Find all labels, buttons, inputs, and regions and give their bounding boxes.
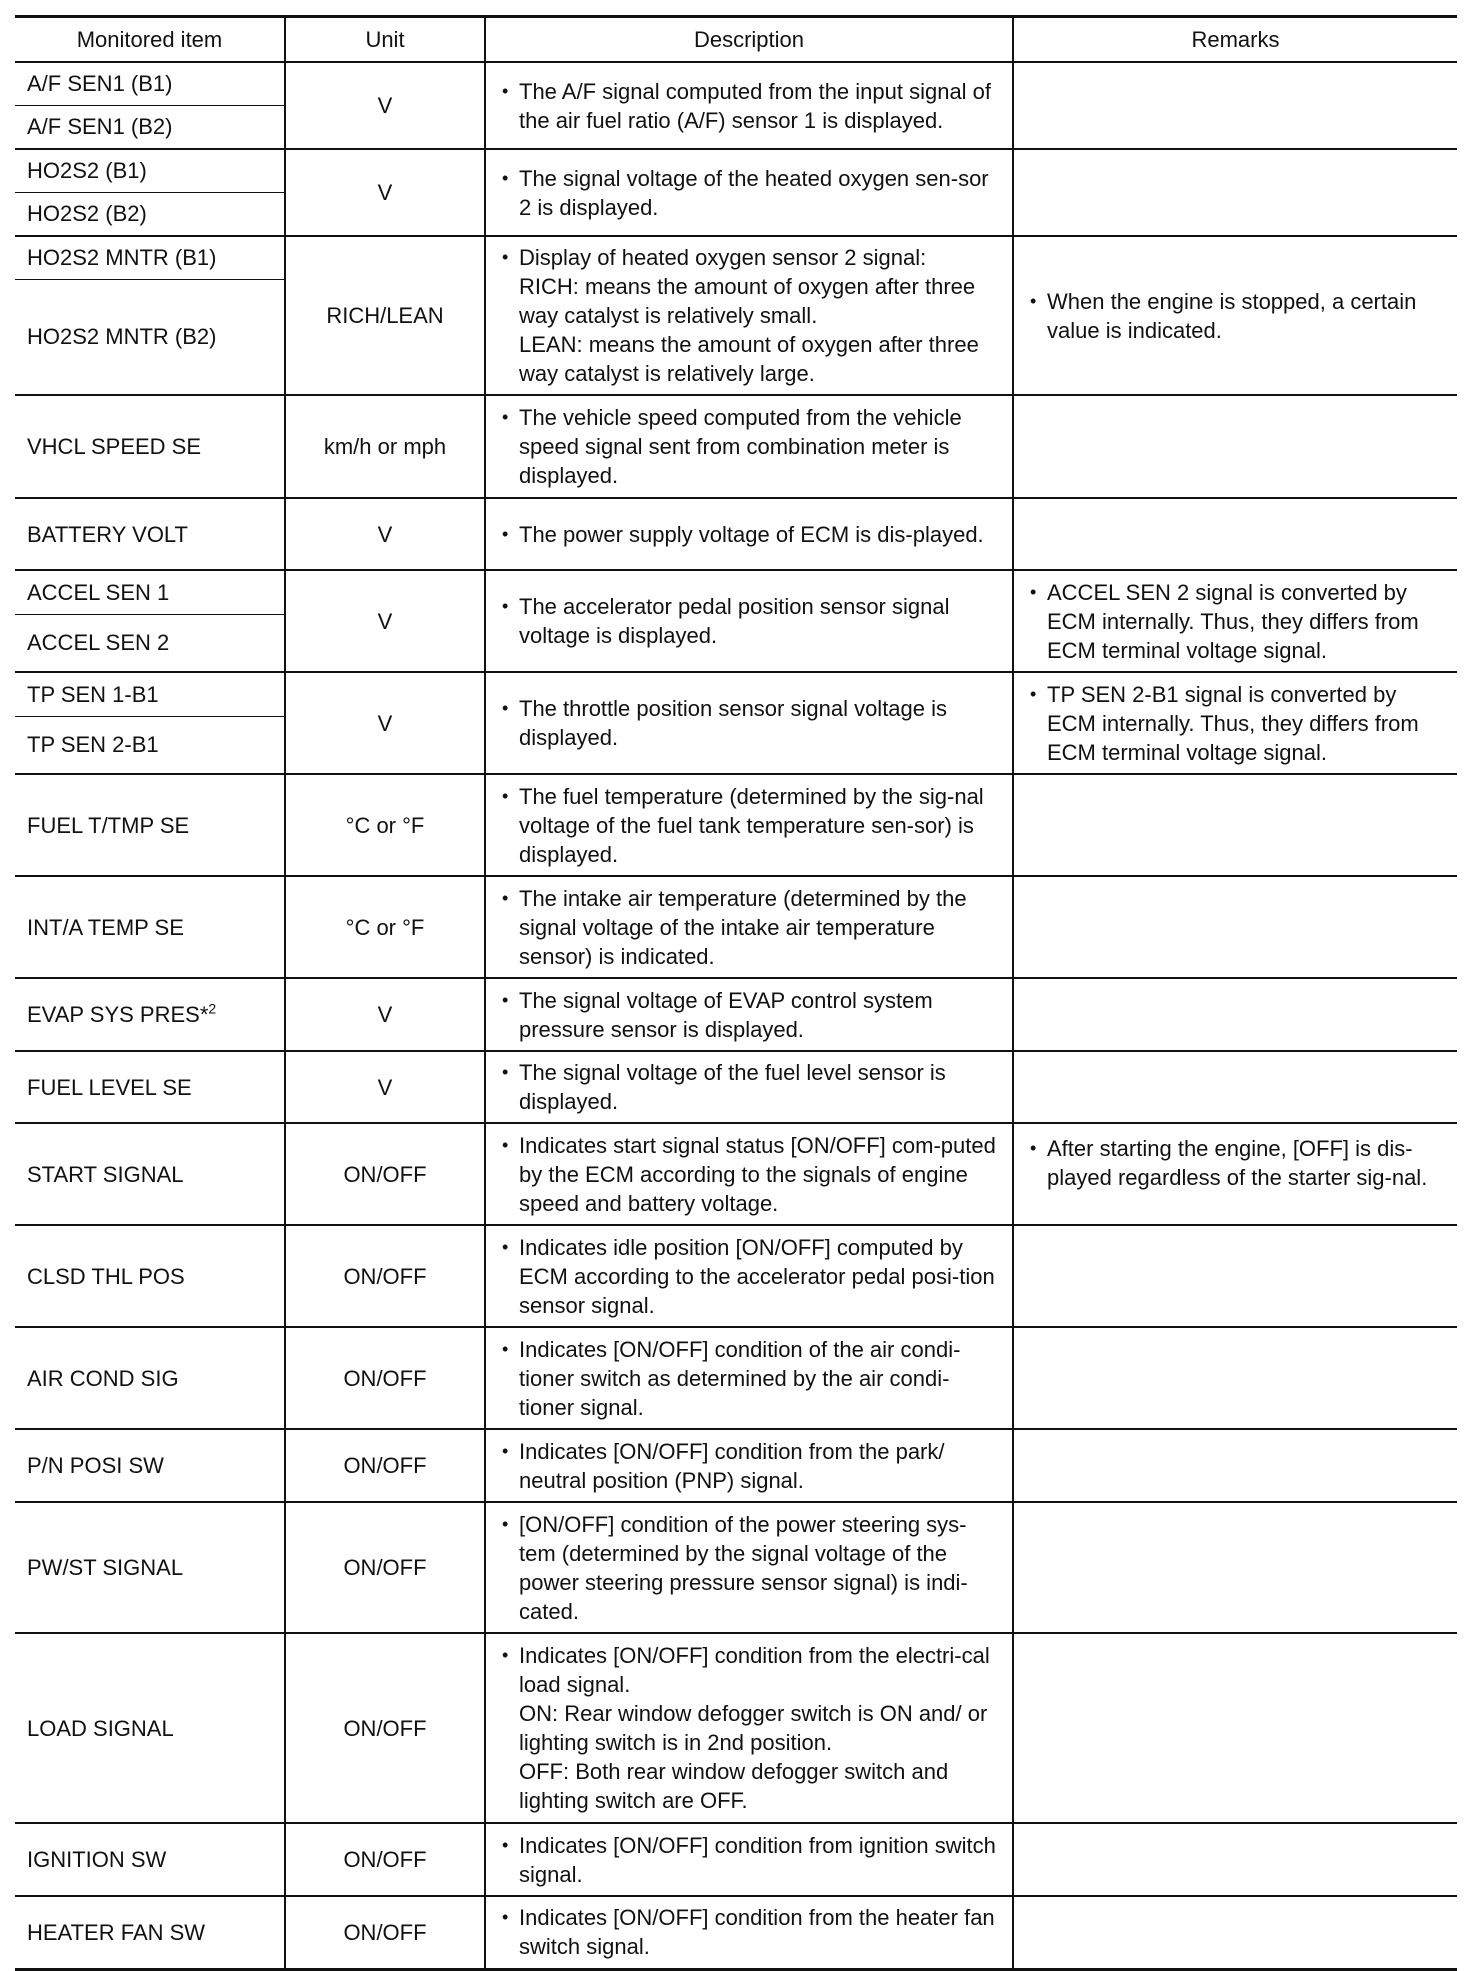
item-cell: AIR COND SIG — [15, 1327, 285, 1429]
table-row — [15, 570, 1457, 614]
monitored-items-table — [15, 15, 1457, 1971]
remarks-cell — [1013, 1327, 1457, 1429]
header-unit: Unit — [285, 17, 485, 63]
table-row — [15, 1051, 1457, 1123]
description-text: The signal voltage of the fuel level sensor is displayed. — [519, 1060, 946, 1114]
remarks-text: TP SEN 2-B1 signal is converted by ECM internally. Thus, they differs from ECM terminal voltage signal. — [1047, 681, 1419, 765]
bullet: • — [502, 407, 509, 427]
bullet: • — [502, 596, 509, 616]
remarks-text: When the engine is stopped, a certain value is indicated. — [1047, 288, 1417, 343]
description-text: The vehicle speed computed from the vehicle speed signal sent from combination meter is displayed. — [519, 405, 962, 488]
remarks-cell — [1013, 1051, 1457, 1123]
remarks-cell — [1013, 498, 1457, 570]
bullet: • — [502, 1338, 509, 1359]
unit-cell: ON/OFF — [285, 1502, 485, 1633]
remarks-text: After starting the engine, [OFF] is dis-played regardless of the starter sig-nal. — [1047, 1136, 1428, 1190]
remarks-cell — [1013, 62, 1457, 149]
table-row — [15, 149, 1457, 192]
item-cell: ACCEL SEN 1 — [15, 570, 285, 614]
remarks-cell — [1013, 1225, 1457, 1327]
description-text: Indicates [ON/OFF] condition from the electri-cal load signal. ON: Rear window defogger switch is ON and/ or lighting switch is in 2nd position. OFF: Both rear window defogger switch and lighting switch are OFF. — [519, 1643, 990, 1813]
table-row — [15, 62, 1457, 105]
item-cell: ACCEL SEN 2 — [15, 614, 285, 672]
unit-cell: ON/OFF — [285, 1823, 485, 1896]
bullet: • — [1030, 1138, 1037, 1158]
bullet: • — [502, 989, 509, 1010]
unit-cell: °C or °F — [285, 876, 485, 978]
description-text: Indicates [ON/OFF] condition of the air condi-tioner switch as determined by the air condi-tioner signal. — [519, 1336, 961, 1420]
remarks-cell — [1013, 1429, 1457, 1502]
description-text: Indicates [ON/OFF] condition from the heater fan switch signal. — [519, 1905, 995, 1960]
description-cell — [485, 62, 1013, 149]
item-cell: HO2S2 (B1) — [15, 149, 285, 192]
item-cell: LOAD SIGNAL — [15, 1633, 285, 1823]
remarks-cell — [1013, 978, 1457, 1051]
table-row — [15, 1633, 1457, 1823]
bullet: • — [502, 247, 509, 267]
table-row — [15, 1225, 1457, 1327]
description-cell — [485, 1429, 1013, 1502]
item-text: EVAP SYS PRES* — [27, 1002, 209, 1027]
description-cell — [485, 1633, 1013, 1823]
bullet: • — [502, 1834, 509, 1855]
table-row — [15, 395, 1457, 498]
description-text: The accelerator pedal position sensor signal voltage is displayed. — [519, 594, 950, 648]
item-cell: IGNITION SW — [15, 1823, 285, 1896]
item-cell: TP SEN 2-B1 — [15, 716, 285, 774]
item-cell: HO2S2 MNTR (B2) — [15, 279, 285, 395]
description-cell — [485, 570, 1013, 672]
table-row — [15, 774, 1457, 876]
table-row — [15, 672, 1457, 716]
bullet: • — [502, 1236, 509, 1257]
remarks-cell — [1013, 1896, 1457, 1969]
bullet: • — [502, 80, 509, 101]
unit-cell: °C or °F — [285, 774, 485, 876]
table-row — [15, 1823, 1457, 1896]
description-cell — [485, 1896, 1013, 1969]
unit-cell: ON/OFF — [285, 1429, 485, 1502]
bullet: • — [502, 1440, 509, 1461]
unit-cell: V — [285, 62, 485, 149]
description-text: The throttle position sensor signal voltage is displayed. — [519, 696, 948, 750]
item-cell: START SIGNAL — [15, 1123, 285, 1225]
description-text: Indicates idle position [ON/OFF] computed by ECM according to the accelerator pedal posi-tion sensor signal. — [519, 1234, 995, 1318]
description-text: The signal voltage of the heated oxygen sen-sor 2 is displayed. — [519, 165, 989, 220]
item-cell — [15, 978, 285, 1051]
unit-cell: V — [285, 570, 485, 672]
description-cell — [485, 149, 1013, 236]
bullet: • — [502, 167, 509, 188]
table-row — [15, 876, 1457, 978]
item-cell: INT/A TEMP SE — [15, 876, 285, 978]
description-text: Indicates start signal status [ON/OFF] com-puted by the ECM according to the signals of engine speed and battery voltage. — [519, 1132, 996, 1216]
header-description: Description — [485, 17, 1013, 63]
item-cell: FUEL T/TMP SE — [15, 774, 285, 876]
unit-cell: V — [285, 498, 485, 570]
header-monitored-item: Monitored item — [15, 17, 285, 63]
remarks-cell — [1013, 395, 1457, 498]
description-text: The intake air temperature (determined by the signal voltage of the intake air temperature sensor) is indicated. — [519, 885, 967, 969]
table-row — [15, 1123, 1457, 1225]
description-text: The power supply voltage of ECM is dis-played. — [519, 521, 984, 547]
remarks-text: ACCEL SEN 2 signal is converted by ECM internally. Thus, they differs from ECM terminal voltage signal. — [1047, 579, 1419, 663]
bullet: • — [1030, 683, 1037, 704]
item-cell: TP SEN 1-B1 — [15, 672, 285, 716]
item-cell: PW/ST SIGNAL — [15, 1502, 285, 1633]
item-cell: BATTERY VOLT — [15, 498, 285, 570]
bullet: • — [502, 1907, 509, 1928]
table-row — [15, 1327, 1457, 1429]
header-remarks: Remarks — [1013, 17, 1457, 63]
unit-cell: ON/OFF — [285, 1896, 485, 1969]
description-cell — [485, 1327, 1013, 1429]
item-cell: HO2S2 MNTR (B1) — [15, 236, 285, 279]
table-row — [15, 978, 1457, 1051]
description-cell — [485, 876, 1013, 978]
description-text: Indicates [ON/OFF] condition from the park/ neutral position (PNP) signal. — [519, 1438, 945, 1493]
item-cell: HO2S2 (B2) — [15, 192, 285, 236]
bullet: • — [502, 1062, 509, 1082]
unit-cell: ON/OFF — [285, 1123, 485, 1225]
description-text: The fuel temperature (determined by the sig-nal voltage of the fuel tank temperature sen-sor) is displayed. — [519, 783, 984, 867]
table-row — [15, 1502, 1457, 1633]
unit-cell: km/h or mph — [285, 395, 485, 498]
description-cell — [485, 1123, 1013, 1225]
unit-cell: RICH/LEAN — [285, 236, 485, 395]
remarks-cell — [1013, 774, 1457, 876]
remarks-cell — [1013, 876, 1457, 978]
remarks-cell — [1013, 149, 1457, 236]
table-row — [15, 1429, 1457, 1502]
item-cell: A/F SEN1 (B1) — [15, 62, 285, 105]
item-cell: HEATER FAN SW — [15, 1896, 285, 1969]
table-row — [15, 1896, 1457, 1969]
item-cell: FUEL LEVEL SE — [15, 1051, 285, 1123]
unit-cell: V — [285, 149, 485, 236]
table-row — [15, 498, 1457, 570]
description-cell — [485, 395, 1013, 498]
remarks-cell — [1013, 1123, 1457, 1225]
bullet: • — [502, 785, 509, 806]
description-text: The signal voltage of EVAP control system pressure sensor is displayed. — [519, 987, 933, 1042]
unit-cell: V — [285, 1051, 485, 1123]
description-text: The A/F signal computed from the input signal of the air fuel ratio (A/F) sensor 1 is displayed. — [519, 78, 992, 133]
unit-cell: ON/OFF — [285, 1327, 485, 1429]
description-cell — [485, 978, 1013, 1051]
description-cell — [485, 672, 1013, 774]
description-cell — [485, 1051, 1013, 1123]
description-cell — [485, 498, 1013, 570]
bullet: • — [502, 1134, 509, 1155]
bullet: • — [1030, 290, 1037, 311]
description-text: Indicates [ON/OFF] condition from ignition switch signal. — [519, 1832, 996, 1887]
table-row — [15, 236, 1457, 279]
item-cell: VHCL SPEED SE — [15, 395, 285, 498]
description-cell — [485, 1823, 1013, 1896]
remarks-cell — [1013, 236, 1457, 395]
item-cell: P/N POSI SW — [15, 1429, 285, 1502]
remarks-cell — [1013, 1633, 1457, 1823]
description-text: [ON/OFF] condition of the power steering sys-tem (determined by the signal voltage of the power steering pressure sensor signal) is indi-cated. — [519, 1511, 968, 1624]
unit-cell: ON/OFF — [285, 1633, 485, 1823]
bullet: • — [502, 698, 509, 718]
remarks-cell — [1013, 570, 1457, 672]
remarks-cell — [1013, 1502, 1457, 1633]
bullet: • — [502, 1645, 509, 1665]
description-cell — [485, 1502, 1013, 1633]
remarks-cell — [1013, 672, 1457, 774]
bullet: • — [502, 1513, 509, 1534]
item-cell: CLSD THL POS — [15, 1225, 285, 1327]
description-text: Display of heated oxygen sensor 2 signal: RICH: means the amount of oxygen after three way catalyst is relatively small. LEAN: means the amount of oxygen after three way catalyst is relatively large. — [519, 245, 979, 386]
description-cell — [485, 1225, 1013, 1327]
bullet: • — [502, 887, 509, 908]
item-cell: A/F SEN1 (B2) — [15, 105, 285, 149]
footnote-marker: 2 — [208, 1000, 217, 1017]
description-cell — [485, 774, 1013, 876]
unit-cell: V — [285, 672, 485, 774]
table-header-row — [15, 17, 1457, 63]
remarks-cell — [1013, 1823, 1457, 1896]
bullet: • — [1030, 581, 1037, 602]
bullet: • — [502, 523, 509, 544]
unit-cell: ON/OFF — [285, 1225, 485, 1327]
description-cell — [485, 236, 1013, 395]
unit-cell: V — [285, 978, 485, 1051]
